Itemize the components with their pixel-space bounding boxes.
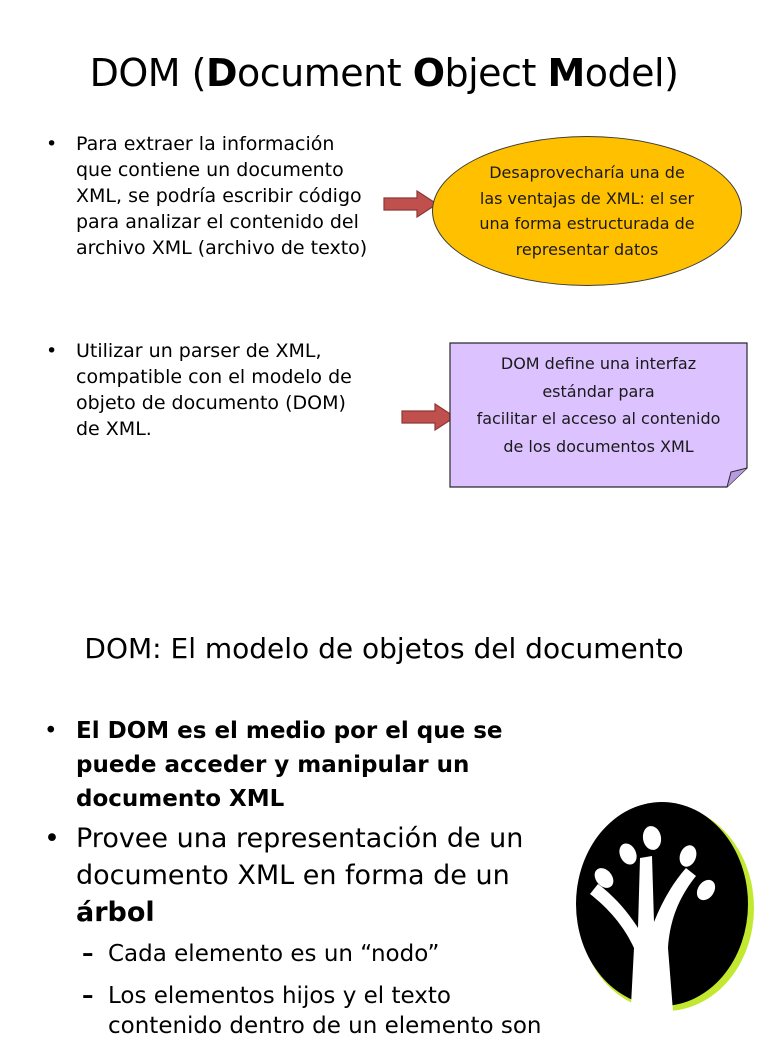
note-line: facilitar el acceso al contenido [476,409,721,428]
bullet-line: documento XML [76,786,285,812]
sub-bullet-nodo [82,938,578,970]
bullet-line: para analizar el contenido del [76,211,359,233]
callout-line: Desaprovecharía una de [489,163,685,182]
note-line: de los documentos XML [503,436,694,456]
slide-2-title: DOM: El modelo de objetos del documento [84,632,684,665]
sub-bullet-dash: – [82,983,94,1009]
sub-bullet-text: Los elementos hijos y el texto [108,983,451,1009]
sticky-note-callout [449,342,748,488]
bullet-line: que contiene un documento [76,159,344,181]
bullet-line: de XML. [76,418,152,440]
slide-1-title: DOM (Document Object Model) [89,51,679,95]
sub-bullet-text: contenido dentro de un elemento son [108,1013,542,1039]
bullet-line [76,894,566,931]
bullet-line: puede acceder y manipular un [76,752,470,778]
callout-line: una forma estructurada de [479,214,695,233]
sub-bullet-text: Cada elemento es un “nodo” [108,941,440,967]
note-line: estándar para [542,381,655,401]
bullet-para-extraer [46,131,416,261]
bullet-line: Utilizar un parser de XML, [76,340,322,362]
bullet-dot: • [44,823,60,854]
tree-icon [568,798,758,1024]
arrow-right-icon [383,190,439,218]
callout-line: representar datos [515,239,659,259]
bullet-utilizar-parser [46,338,406,442]
bullet-line: objeto de documento (DOM) [76,392,346,414]
ellipse-callout [432,136,742,286]
bullet-line: El DOM es el medio por el que se [76,718,503,744]
sub-bullet-continuation [108,1010,578,1042]
bullet-dot: • [44,718,58,744]
note-line: DOM define una interfaz [500,354,697,373]
bullet-line: XML, se podría escribir código [76,185,362,207]
sub-bullet-hijos [82,980,578,1012]
bullet-line: archivo XML (archivo de texto) [76,237,368,259]
bullet-dom-medio [44,714,516,816]
sub-bullet-dash: – [82,941,94,967]
bullet-dot: • [46,340,58,362]
bullet-bold-word: árbol [76,897,155,928]
callout-line: las ventajas de XML: el ser [479,188,695,208]
bullet-line: compatible con el modelo de [76,366,352,388]
bullet-dot: • [46,133,58,155]
bullet-provee [44,820,566,931]
bullet-line: documento XML en forma de un [76,860,510,891]
bullet-line: Provee una representación de un [76,823,524,854]
bullet-line: Para extraer la información [76,133,335,155]
